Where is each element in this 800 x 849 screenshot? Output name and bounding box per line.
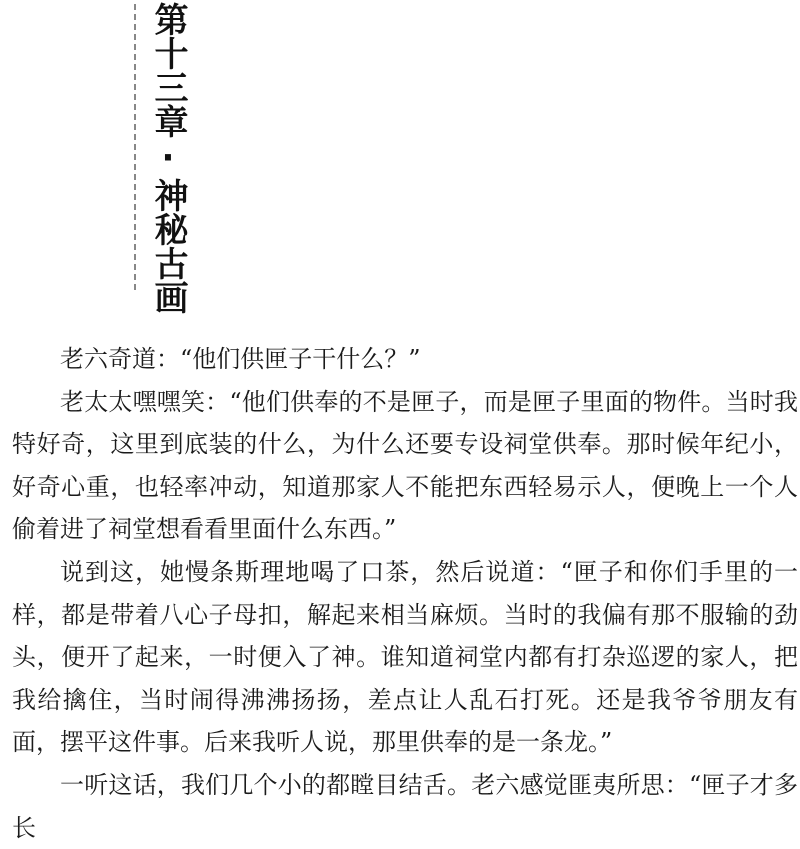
- body-text: [12, 338, 798, 849]
- chapter-title: 第十三章·神秘古画: [148, 2, 188, 314]
- title-divider-line: [134, 4, 136, 290]
- paragraph: 老太太嘿嘿笑：“他们供奉的不是匣子，而是匣子里面的物件。当时我特好奇，这里到底装的什么，为什么还要专设祠堂供奉。那时候年纪小，好奇心重，也轻率冲动，知道那家人不能把东西轻易示人，便晚上一个人偷着进了祠堂想看看里面什么东西。”: [12, 387, 798, 544]
- paragraph: 老六奇道：“他们供匣子干什么？”: [60, 345, 421, 373]
- paragraph: 说到这，她慢条斯理地喝了口茶，然后说道：“匣子和你们手里的一样，都是带着八心子母扣，解起来相当麻烦。当时的我偏有那不服输的劲头，便开了起来，一时便入了神。谁知道祠堂内都有打杂巡逻的家人，把我给擒住，当时闹得沸沸扬扬，差点让人乱石打死。还是我爷爷朋友有面，摆平这件事。后来我听人说，那里供奉的是一条龙。”: [12, 557, 798, 757]
- paragraph: 一听这话，我们几个小的都瞠目结舌。老六感觉匪夷所思：“匣子才多长: [12, 770, 798, 842]
